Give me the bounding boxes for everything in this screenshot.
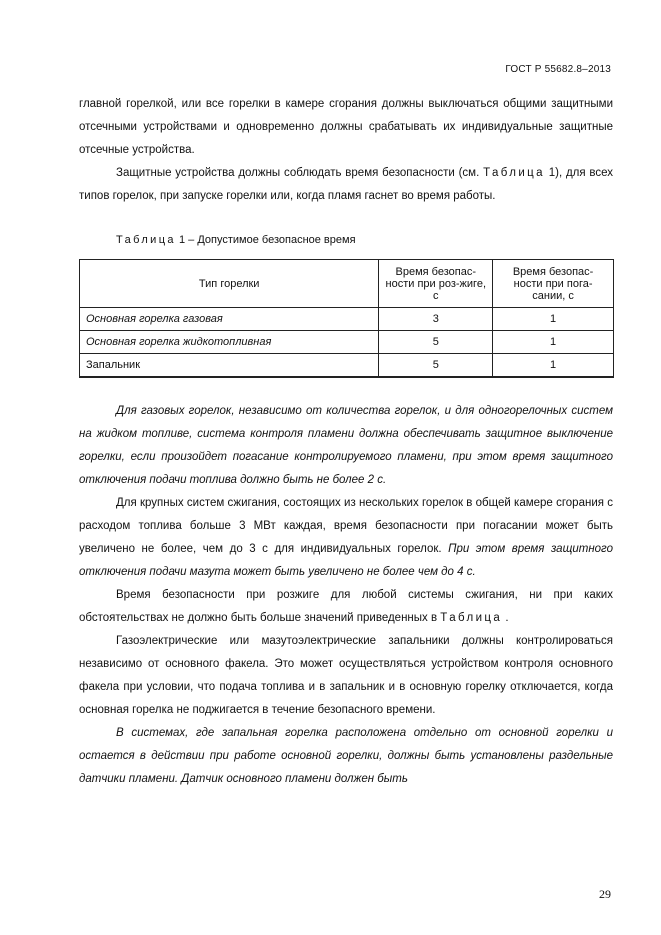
paragraph-5-text-b: . (502, 612, 509, 624)
safety-time-table (79, 259, 614, 378)
extinction-time-value: 1 (493, 331, 614, 354)
header-extinction-time: Время безопас-ности при пога-сании, с (493, 260, 614, 308)
paragraph-4-text: Для крупных систем сжигания, состоящих из нескольких горелок в общей камере сгорания с расходом топлива больше 3 МВт каждая, время безопасности при погасании может быть увеличено не более, чем до 3 с для индивидуальных горелок. (79, 497, 613, 555)
paragraph-2 (79, 162, 613, 208)
intro-text (79, 93, 613, 208)
table-caption-title: 1 – Допустимое безопасное время (175, 234, 356, 246)
table-row (80, 354, 614, 378)
burner-name: Основная горелка жидкотопливная (80, 331, 379, 354)
standard-header: ГОСТ Р 55682.8–2013 (505, 64, 611, 75)
paragraph-5 (79, 584, 613, 630)
header-burner-type: Тип горелки (80, 260, 379, 308)
paragraph-4-italic-text: При этом время защитного отключения подачи мазута может быть увеличено не более чем до 4 с. (79, 543, 613, 578)
table-header-row (80, 260, 614, 308)
paragraph-3: Для газовых горелок, независимо от количества горелок, и для одногорелочных систем на жидком топливе, система контроля пламени должна обеспечивать защитное выключение горелки, если произойдет погасание контролируемого пламени, при этом время защитного отключения подачи топлива должно быть не более 2 с. (79, 405, 613, 486)
table-caption (116, 234, 356, 246)
ignition-time-value: 5 (379, 331, 493, 354)
ignition-time-value: 5 (379, 354, 493, 378)
table-reference[interactable]: Таблица (483, 167, 545, 179)
ignition-time-value: 3 (379, 308, 493, 331)
paragraph-2-text-a: Защитные устройства должны соблюдать время безопасности (см. (116, 167, 484, 179)
paragraph-5-text-a: Время безопасности при розжиге для любой системы сжигания, ни при каких обстоятельствах не должно быть больше значений приведенных в (79, 589, 613, 624)
burner-name: Основная горелка газовая (80, 308, 379, 331)
paragraph-1: главной горелкой, или все горелки в камере сгорания должны выключаться общими защитными отсечными устройствами и одновременно должны срабатывать их индивидуальные защитные отсечные устройства. (79, 98, 613, 156)
paragraph-6: Газоэлектрические или мазутоэлектрические запальники должны контролироваться независимо от основного факела. Это может осуществляться устройством контроля основного факела при условии, что подача топлива и в запальник и в основную горелку отключается, когда основная горелка не поджигается в течение безопасного времени. (79, 635, 613, 716)
main-text (79, 400, 613, 791)
table-row (80, 308, 614, 331)
table-reference[interactable]: Таблица (440, 612, 503, 624)
extinction-time-value: 1 (493, 354, 614, 378)
burner-name: Запальник (80, 354, 379, 378)
table-row (80, 331, 614, 354)
page-number: 29 (599, 887, 611, 901)
paragraph-7: В системах, где запальная горелка расположена отдельно от основной горелки и остается в действии при работе основной горелки, должны быть установлены раздельные датчики пламени. Датчик основного пламени должен быть (79, 727, 613, 785)
header-ignition-time: Время безопас-ности при роз-жиге, с (379, 260, 493, 308)
table-caption-word: Таблица (116, 234, 176, 246)
paragraph-2-text-b: 1), для всех типов горелок, при запуске горелки или, когда пламя гаснет во время работы. (79, 167, 613, 202)
extinction-time-value: 1 (493, 308, 614, 331)
paragraph-4 (79, 492, 613, 584)
